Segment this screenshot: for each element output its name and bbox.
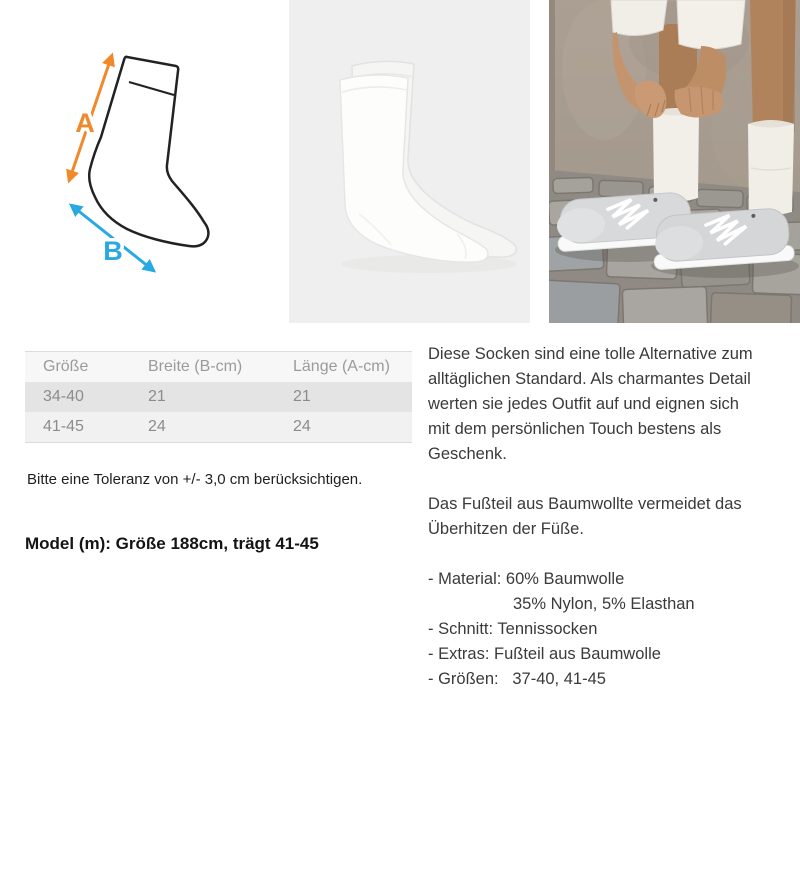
length-value: 21 [293, 388, 311, 405]
description-line: Geschenk. [428, 445, 507, 463]
table-row [25, 412, 412, 442]
measurement-label-a: A [75, 108, 95, 138]
size-table-header-laenge: Länge (A-cm) [293, 358, 390, 375]
description-line: mit dem persönlichen Touch bestens als [428, 420, 722, 438]
description-line: Das Fußteil aus Baumwollte vermeidet das [428, 495, 742, 513]
sock-measurement-diagram [55, 45, 215, 285]
right-shoe [651, 207, 794, 270]
size-value: 34-40 [43, 388, 84, 405]
size-table-header-row [25, 352, 412, 382]
detail-groessen: - Größen: 37-40, 41-45 [428, 670, 606, 688]
description-paragraph-1 [428, 342, 790, 467]
size-table-header-breite: Breite (B-cm) [148, 358, 243, 375]
width-value: 24 [148, 418, 166, 435]
width-value: 21 [148, 388, 166, 405]
size-table-header-groesse: Größe [43, 358, 89, 375]
sock-diagram-svg [55, 45, 215, 285]
wall-corner-edge [549, 0, 555, 200]
product-socks-illustration [289, 0, 530, 323]
measurement-label-b: B [103, 236, 123, 266]
right-sleeve-cuff [677, 0, 745, 49]
description-line: werten sie jedes Outfit auf und eignen sich [428, 395, 739, 413]
description-line: Überhitzen der Füße. [428, 520, 584, 538]
tolerance-note: Bitte eine Toleranz von +/- 3,0 cm berücksichtigen. [27, 471, 363, 488]
description-line: Diese Socken sind eine tolle Alternative zum [428, 345, 753, 363]
size-table [25, 351, 412, 443]
table-row [25, 382, 412, 412]
model-photo [549, 0, 800, 323]
description-line: alltäglichen Standard. Als charmantes Detail [428, 370, 751, 388]
detail-schnitt: - Schnitt: Tennissocken [428, 620, 598, 638]
description-paragraph-2 [428, 492, 790, 542]
left-sleeve-cuff [611, 0, 667, 36]
product-details-list [428, 567, 790, 692]
detail-material: - Material: 60% Baumwolle [428, 570, 625, 588]
product-description [428, 342, 790, 692]
length-value: 24 [293, 418, 311, 435]
product-photo [289, 0, 530, 323]
model-photo-illustration [549, 0, 800, 323]
size-value: 41-45 [43, 418, 84, 435]
right-hand [675, 86, 723, 117]
detail-material-continued: 35% Nylon, 5% Elasthan [513, 595, 695, 613]
model-size-note: Model (m): Größe 188cm, trägt 41-45 [25, 534, 319, 553]
detail-extras: - Extras: Fußteil aus Baumwolle [428, 645, 661, 663]
sock-outline [89, 57, 208, 247]
right-leg-shading [783, 0, 795, 132]
left-sock [653, 109, 699, 202]
